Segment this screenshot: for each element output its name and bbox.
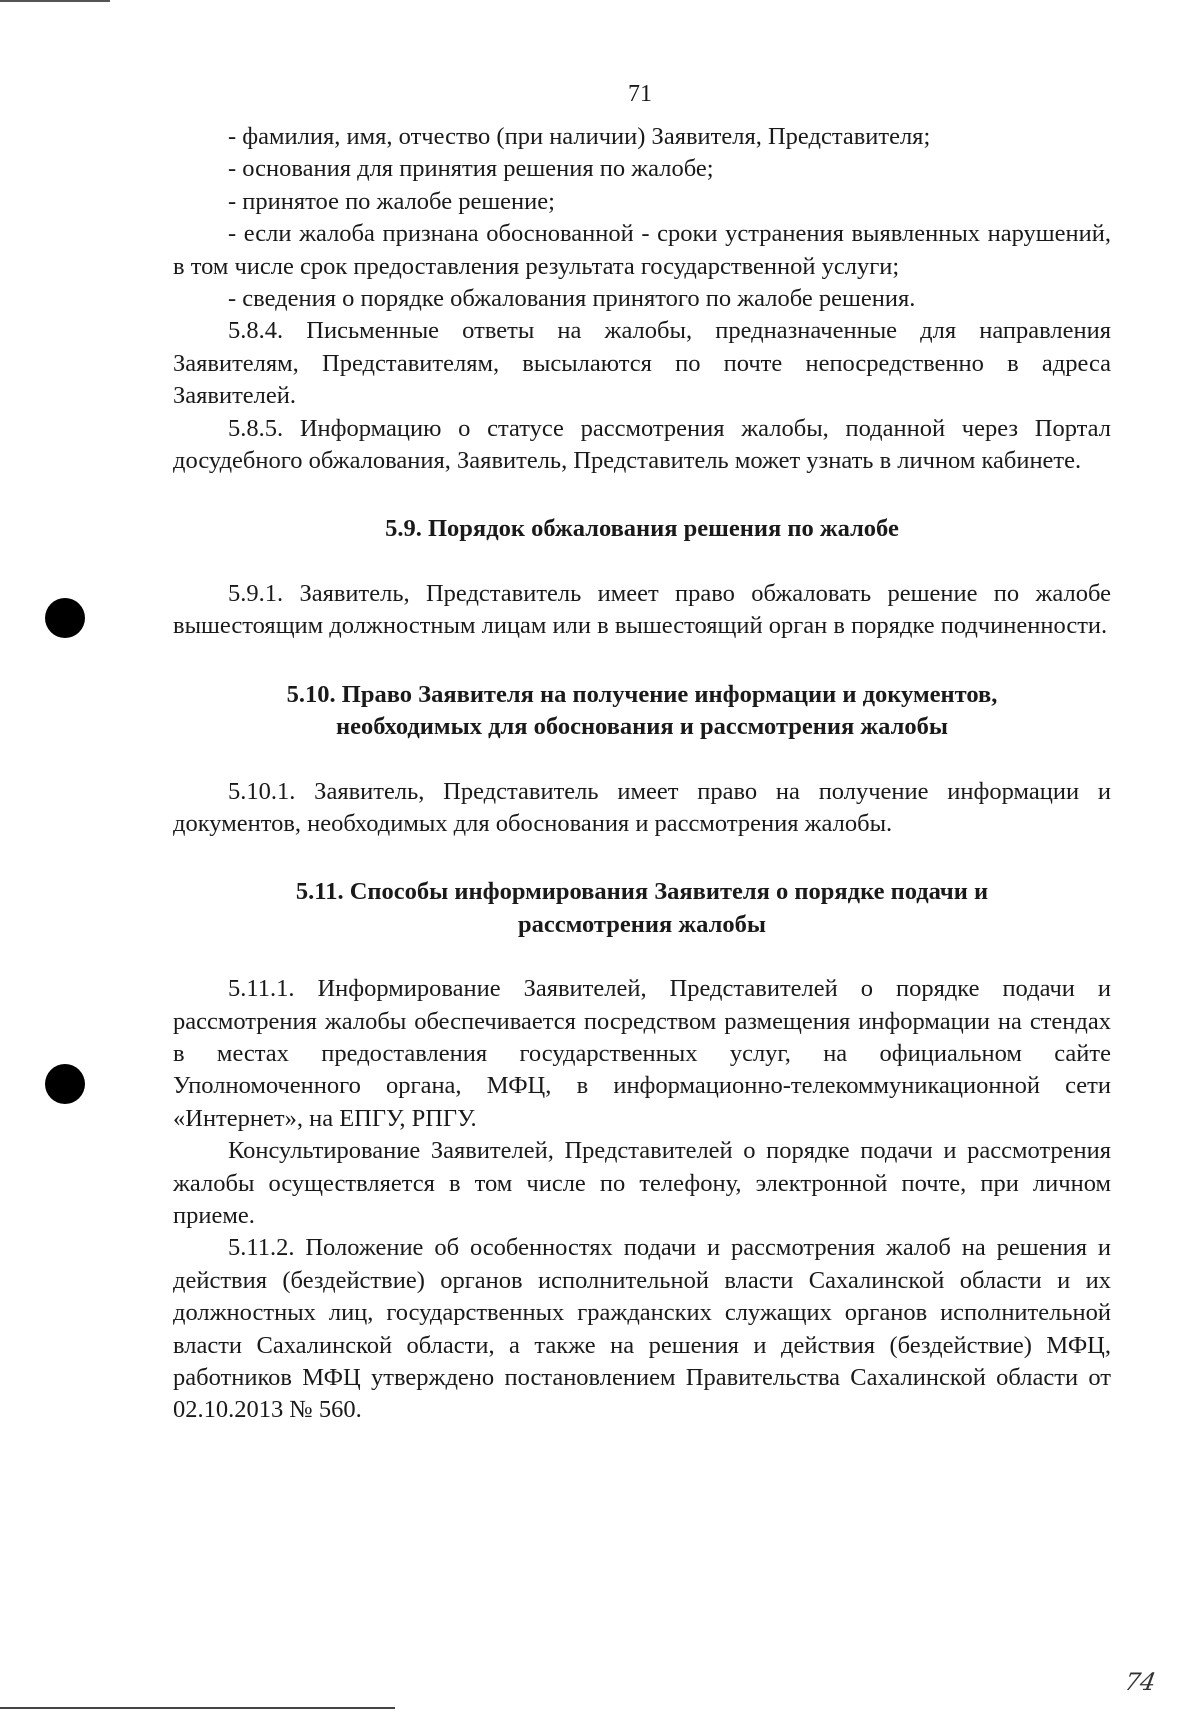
scan-edge-line-top [0, 0, 110, 2]
paragraph: 5.11.1. Информирование Заявителей, Представителей о порядке подачи и рассмотрения жалобы обеспечивается посредством размещения информации на стендах в местах предоставления государственных услуг, на официальном сайте Уполномоченного органа, МФЦ, в информационно-телекоммуникационной сети «Интернет», на ЕПГУ, РПГУ. [173, 975, 1111, 1132]
section-spacer [173, 941, 1111, 973]
section-spacer [173, 477, 1111, 513]
section-heading [173, 876, 1111, 941]
paragraph: 5.9.1. Заявитель, Представитель имеет право обжаловать решение по жалобе вышестоящим должностным лицам или в вышестоящий орган в порядке подчиненности. [173, 579, 1111, 640]
paragraph: 5.8.5. Информацию о статусе рассмотрения жалобы, поданной через Портал досудебного обжалования, Заявитель, Представитель может узнать в личном кабинете. [173, 414, 1111, 475]
paragraph: 5.10.1. Заявитель, Представитель имеет право на получение информации и документов, необходимых для обоснования и рассмотрения жалобы. [173, 777, 1111, 837]
section-heading-line: рассмотрения жалобы [518, 910, 766, 938]
paragraph: - фамилия, имя, отчество (при наличии) Заявителя, Представителя; [228, 123, 931, 150]
paragraph: - если жалоба признана обоснованной - сроки устранения выявленных нарушений, в том числе срок предоставления результата государственной услуги; [173, 220, 1111, 280]
section-heading-line: необходимых для обоснования и рассмотрения жалобы [336, 713, 948, 741]
section-spacer [173, 546, 1111, 578]
section-spacer [173, 744, 1111, 776]
section-heading [173, 679, 1111, 744]
paragraph: Консультирование Заявителей, Представителей о порядке подачи и рассмотрения жалобы осуществляется в том числе по телефону, электронной почте, при личном приеме. [173, 1137, 1111, 1229]
paragraph: - принятое по жалобе решение; [228, 187, 555, 215]
document-body [173, 121, 1111, 1427]
page-number: 71 [628, 81, 652, 107]
handwritten-page-mark: 74 [1122, 1668, 1159, 1696]
section-spacer [173, 840, 1111, 876]
section-heading-line: 5.11. Способы информирования Заявителя о порядке подачи и [295, 878, 989, 906]
section-spacer [173, 643, 1111, 679]
scan-edge-line-bottom [0, 1707, 395, 1709]
paragraph: 5.11.2. Положение об особенностях подачи и рассмотрения жалоб на решения и действия (бездействие) органов исполнительной власти Сахалинской области и их должностных лиц, государственных гражданских служащих органов исполнительной власти Сахалинской области, а также на решения и действия (бездействие) МФЦ, работников МФЦ утверждено постановлением Правительства Сахалинской области от 02.10.2013 № 560. [173, 1234, 1111, 1424]
paragraph: 5.8.4. Письменные ответы на жалобы, предназначенные для направления Заявителям, Представителям, высылаются по почте непосредственно в адреса Заявителей. [173, 317, 1111, 410]
paragraph: - основания для принятия решения по жалобе; [228, 155, 714, 183]
section-heading-line: 5.9. Порядок обжалования решения по жалобе [385, 515, 899, 543]
punch-hole-mark [45, 598, 85, 638]
punch-hole-mark [45, 1064, 85, 1104]
paragraph: - сведения о порядке обжалования принятого по жалобе решения. [228, 285, 916, 313]
section-heading [173, 513, 1111, 545]
section-heading-line: 5.10. Право Заявителя на получение информации и документов, [286, 680, 998, 708]
